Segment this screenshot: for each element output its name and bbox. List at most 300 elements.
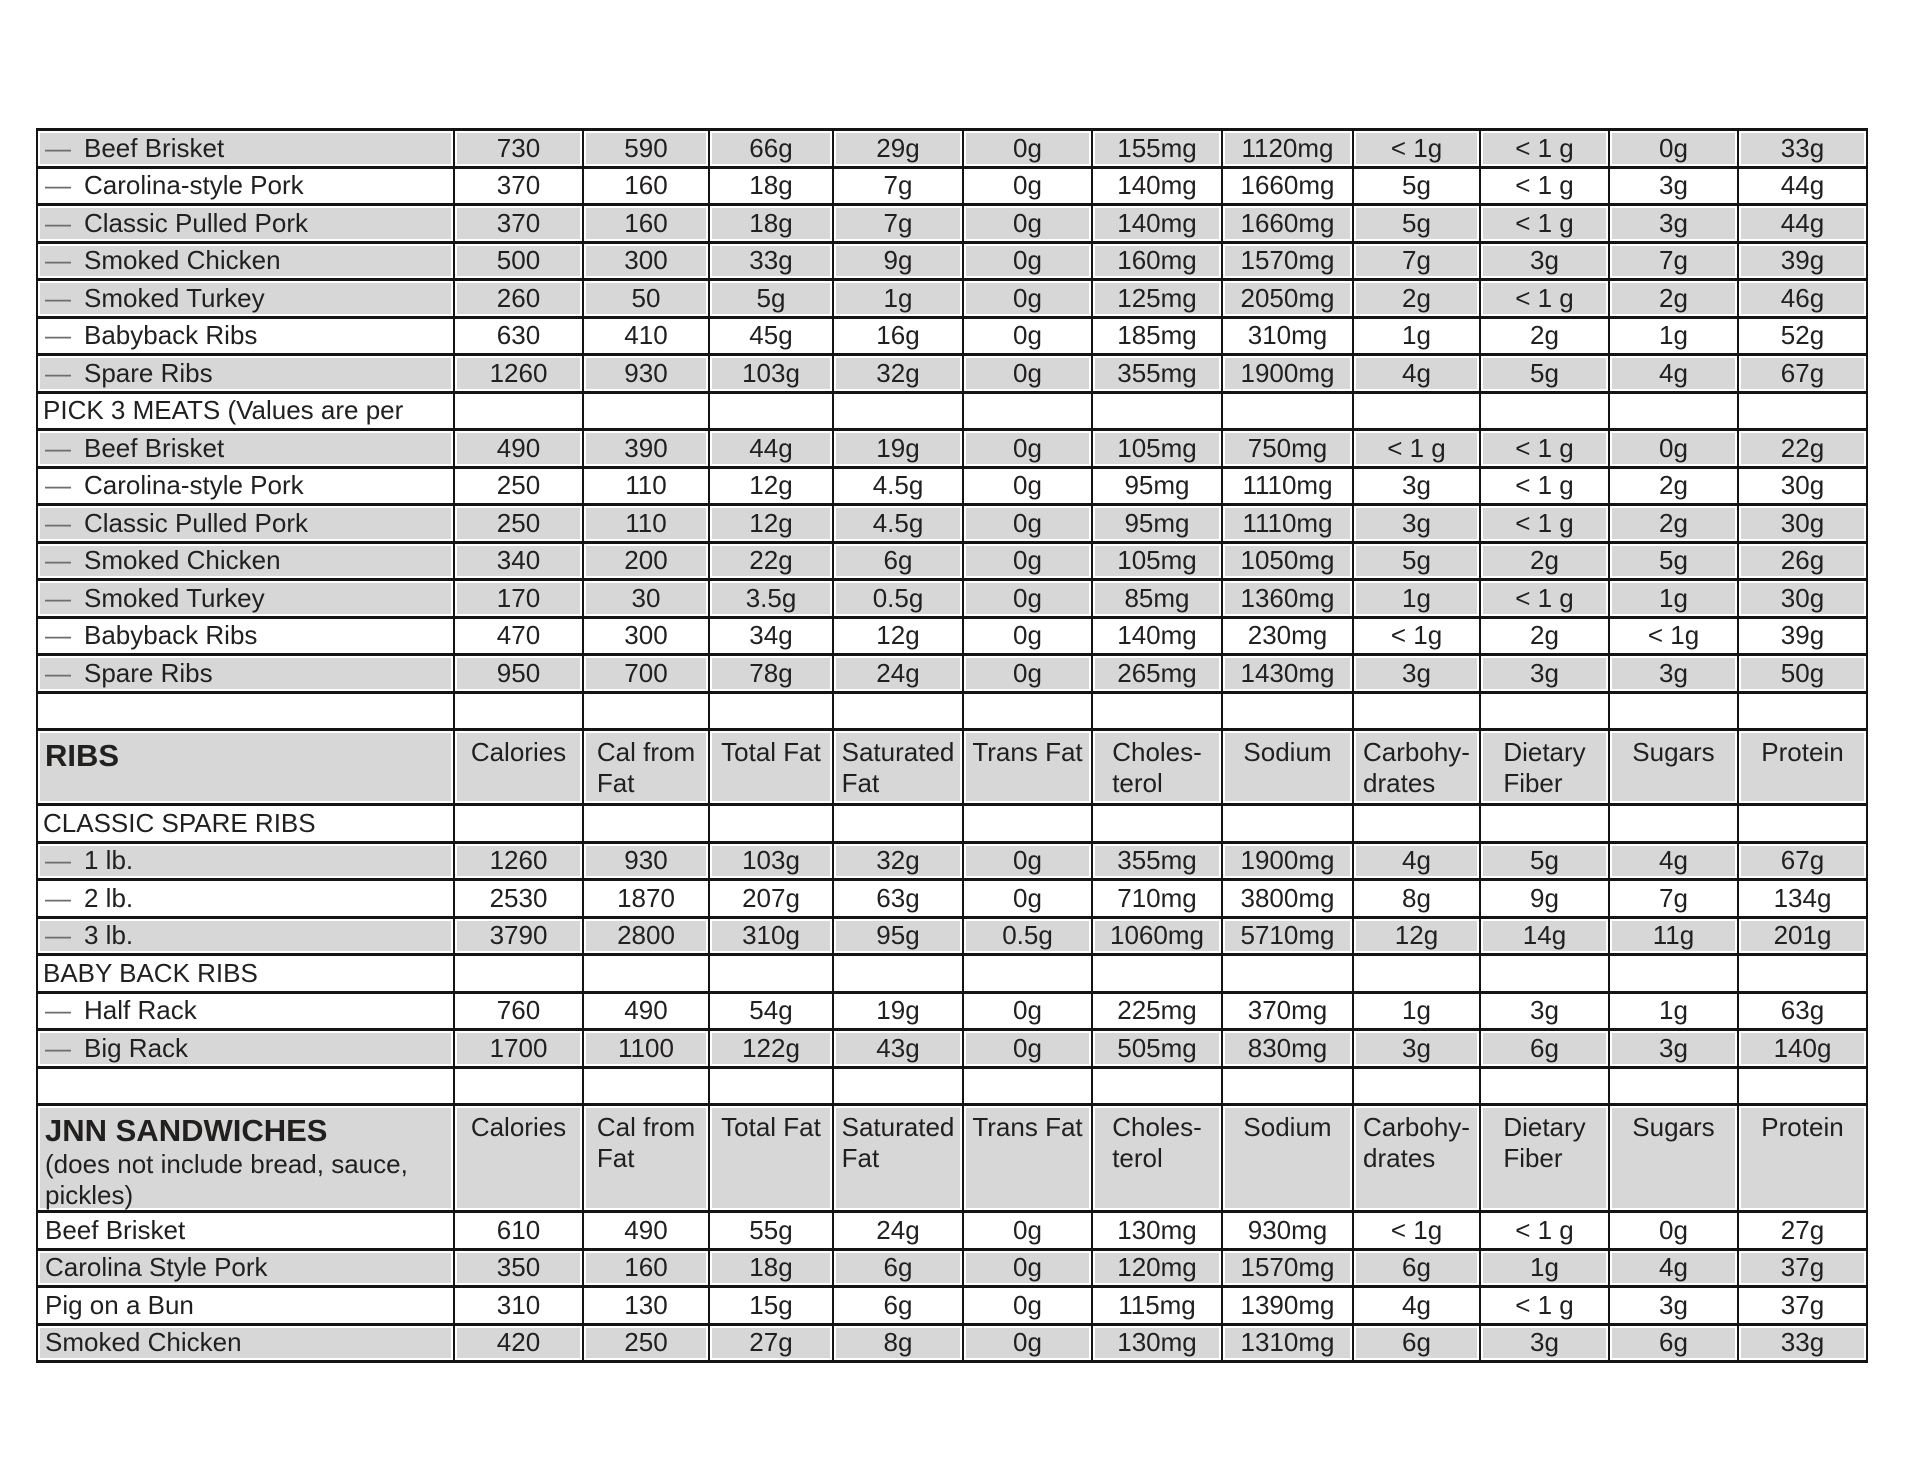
empty-cell [1738,392,1867,430]
column-header-label: Calories [470,737,567,767]
empty-cell [1222,692,1353,730]
item-name-label: Spare Ribs [84,657,213,688]
dash-prefix: — [45,920,71,951]
value-cell: 750mg [1222,430,1353,468]
value-cell: 630 [454,317,583,355]
value-cell: 12g [833,617,963,655]
value-cell: 110 [583,505,709,543]
item-name [38,508,453,539]
item-name-label: Half Rack [84,995,197,1026]
item-name-cell [37,430,454,468]
value-cell: 0g [963,242,1092,280]
value-cell: 1g [1353,580,1480,618]
value-cell: 390 [583,430,709,468]
value-cell: 18g [709,1249,833,1287]
value-cell: 0g [963,355,1092,393]
value-cell: 710mg [1092,880,1222,918]
value-cell: 22g [709,542,833,580]
item-name-label: Spare Ribs [84,357,213,388]
value-cell: 12g [709,505,833,543]
value-cell: 5g [1480,355,1609,393]
empty-cell [1738,692,1867,730]
value-cell: 730 [454,130,583,168]
value-cell: 0g [963,505,1092,543]
table-row [37,880,1867,918]
value-cell: 27g [1738,1212,1867,1250]
value-cell: 3g [1353,1030,1480,1068]
value-cell: 67g [1738,842,1867,880]
value-cell: 2g [1609,505,1738,543]
column-header-cell [709,730,833,805]
item-name-cell [37,167,454,205]
value-cell: 33g [1738,130,1867,168]
empty-cell [1092,392,1222,430]
empty-cell [1222,392,1353,430]
column-header-label: Dietary Fiber [1503,1112,1586,1173]
empty-cell [833,392,963,430]
empty-cell [833,955,963,993]
empty-cell [963,805,1092,843]
value-cell: 0g [963,542,1092,580]
dash-prefix: — [45,207,71,238]
item-name [38,958,453,989]
value-cell: 260 [454,280,583,318]
item-name-cell [37,542,454,580]
value-cell: 350 [454,1249,583,1287]
value-cell: 50 [583,280,709,318]
nutrition-table-body [37,130,1867,1362]
value-cell: 225mg [1092,992,1222,1030]
value-cell: 1g [1609,317,1738,355]
item-name [38,208,453,239]
item-name-label: Carolina-style Pork [84,470,304,501]
value-cell: 24g [833,655,963,693]
value-cell: 105mg [1092,430,1222,468]
value-cell: 3g [1609,655,1738,693]
value-cell: 4g [1609,1249,1738,1287]
empty-cell [1092,805,1222,843]
value-cell: 22g [1738,430,1867,468]
column-header-cell [583,1105,709,1212]
table-row [37,505,1867,543]
value-cell: < 1g [1353,130,1480,168]
column-header-label: Calories [470,1112,567,1142]
value-cell: 1110mg [1222,467,1353,505]
dash-prefix: — [45,320,71,351]
value-cell: 5g [1480,842,1609,880]
empty-cell [583,692,709,730]
value-cell: 0g [963,992,1092,1030]
value-cell: 207g [709,880,833,918]
item-name-label: Babyback Ribs [84,320,258,351]
value-cell: 85mg [1092,580,1222,618]
value-cell: 470 [454,617,583,655]
value-cell: < 1g [1353,1212,1480,1250]
value-cell: 4.5g [833,505,963,543]
value-cell: 32g [833,842,963,880]
value-cell: 1700 [454,1030,583,1068]
value-cell: 103g [709,355,833,393]
value-cell: 0g [1609,430,1738,468]
table-row [37,1287,1867,1325]
value-cell: 3g [1609,1287,1738,1325]
value-cell: 1g [1609,992,1738,1030]
item-name [38,433,453,464]
value-cell: 30 [583,580,709,618]
column-header-cell [1092,1105,1222,1212]
column-header-label: Trans Fat [972,1112,1083,1142]
value-cell: 160mg [1092,242,1222,280]
value-cell: 4g [1353,842,1480,880]
value-cell: 490 [454,430,583,468]
dash-prefix: — [45,845,71,876]
dash-prefix: — [45,282,71,313]
value-cell: 52g [1738,317,1867,355]
value-cell: 760 [454,992,583,1030]
table-row [37,242,1867,280]
value-cell: 830mg [1222,1030,1353,1068]
item-name [38,170,453,201]
value-cell: 122g [709,1030,833,1068]
item-name-cell [37,992,454,1030]
value-cell: 4g [1609,842,1738,880]
value-cell: 950 [454,655,583,693]
value-cell: 30g [1738,580,1867,618]
empty-cell [833,1067,963,1105]
value-cell: 33g [1738,1324,1867,1362]
empty-cell [454,805,583,843]
value-cell: 44g [1738,167,1867,205]
item-name [38,808,453,839]
column-header-cell [1222,730,1353,805]
value-cell: 1870 [583,880,709,918]
value-cell: 3g [1480,1324,1609,1362]
empty-cell [583,392,709,430]
item-name-cell [37,917,454,955]
item-name [38,995,453,1026]
item-name-cell [37,1212,454,1250]
dash-prefix: — [45,995,71,1026]
item-name-cell [37,580,454,618]
value-cell: 6g [833,542,963,580]
value-cell: 3g [1353,505,1480,543]
value-cell: 0g [963,1030,1092,1068]
value-cell: 0g [963,655,1092,693]
value-cell: 2g [1609,280,1738,318]
value-cell: 3790 [454,917,583,955]
value-cell: 6g [1609,1324,1738,1362]
dash-prefix: — [45,507,71,538]
column-header-cell [1609,1105,1738,1212]
value-cell: 930 [583,842,709,880]
value-cell: 140g [1738,1030,1867,1068]
column-header-label: Sugars [1632,737,1715,767]
value-cell: 2g [1480,542,1609,580]
table-row [37,130,1867,168]
value-cell: 0g [963,430,1092,468]
empty-cell [1353,692,1480,730]
item-name-cell [37,355,454,393]
value-cell: 26g [1738,542,1867,580]
item-name [38,133,453,164]
value-cell: 3.5g [709,580,833,618]
value-cell: 420 [454,1324,583,1362]
value-cell: 140mg [1092,205,1222,243]
value-cell: 4.5g [833,467,963,505]
empty-cell [1353,955,1480,993]
item-name-label: Beef Brisket [84,432,225,463]
subsection-title-cell [37,805,454,843]
value-cell: 355mg [1092,842,1222,880]
value-cell: 1110mg [1222,505,1353,543]
value-cell: 9g [833,242,963,280]
value-cell: 24g [833,1212,963,1250]
value-cell: 201g [1738,917,1867,955]
column-header-label: Protein [1761,1112,1844,1142]
value-cell: 63g [1738,992,1867,1030]
value-cell: 0g [963,1212,1092,1250]
empty-cell [709,805,833,843]
value-cell: 155mg [1092,130,1222,168]
value-cell: 170 [454,580,583,618]
value-cell: 1g [1353,317,1480,355]
value-cell: 160 [583,167,709,205]
empty-cell [1353,805,1480,843]
empty-cell [454,1067,583,1105]
value-cell: < 1 g [1480,1287,1609,1325]
value-cell: 1g [833,280,963,318]
empty-cell [1609,692,1738,730]
empty-cell [963,1067,1092,1105]
empty-cell [1092,955,1222,993]
item-name-label: Babyback Ribs [84,620,258,651]
empty-cell [963,692,1092,730]
item-name-label: Beef Brisket [84,132,225,163]
empty-cell [963,955,1092,993]
value-cell: 9g [1480,880,1609,918]
empty-cell [963,392,1092,430]
value-cell: 1g [1480,1249,1609,1287]
item-name-cell [37,1249,454,1287]
table-row [37,617,1867,655]
column-header-cell [1353,730,1480,805]
value-cell: 2800 [583,917,709,955]
item-name-label: BABY BACK RIBS [43,957,258,988]
value-cell: 0.5g [963,917,1092,955]
empty-cell [1738,805,1867,843]
value-cell: 590 [583,130,709,168]
column-header-label: Carbohy- drates [1363,737,1470,798]
value-cell: < 1 g [1480,280,1609,318]
item-name [38,920,453,951]
item-name-label: Smoked Turkey [84,582,265,613]
table-row [37,317,1867,355]
value-cell: 1900mg [1222,842,1353,880]
value-cell: 0g [963,617,1092,655]
value-cell: 95mg [1092,467,1222,505]
dash-prefix: — [45,170,71,201]
table-row [37,917,1867,955]
value-cell: 95mg [1092,505,1222,543]
value-cell: 250 [454,505,583,543]
item-name [38,320,453,351]
dash-prefix: — [45,432,71,463]
value-cell: 3g [1609,205,1738,243]
item-name-cell [37,1030,454,1068]
item-name [38,1290,453,1321]
empty-cell [37,1067,454,1105]
value-cell: 490 [583,992,709,1030]
value-cell: 105mg [1092,542,1222,580]
value-cell: 6g [833,1287,963,1325]
value-cell: < 1 g [1480,467,1609,505]
column-header-label: Total Fat [721,1112,821,1142]
dash-prefix: — [45,1032,71,1063]
column-header-label: Protein [1761,737,1844,767]
item-name [38,470,453,501]
value-cell: 3g [1480,655,1609,693]
column-header-cell [1609,730,1738,805]
value-cell: 500 [454,242,583,280]
value-cell: < 1 g [1480,580,1609,618]
item-name-label: 3 lb. [84,920,134,951]
value-cell: 1310mg [1222,1324,1353,1362]
value-cell: 37g [1738,1287,1867,1325]
value-cell: 6g [1353,1249,1480,1287]
value-cell: 0g [963,1249,1092,1287]
dash-prefix: — [45,882,71,913]
value-cell: 1390mg [1222,1287,1353,1325]
item-name-label: Smoked Turkey [84,282,265,313]
item-name-cell [37,242,454,280]
value-cell: 200 [583,542,709,580]
value-cell: 18g [709,205,833,243]
section-header-row [37,1105,1867,1212]
item-name-cell [37,617,454,655]
value-cell: 265mg [1092,655,1222,693]
column-header-cell [454,1105,583,1212]
column-header-label: Sodium [1243,1112,1332,1142]
value-cell: 110 [583,467,709,505]
value-cell: 43g [833,1030,963,1068]
item-name-cell [37,1324,454,1362]
value-cell: 130mg [1092,1324,1222,1362]
value-cell: 1060mg [1092,917,1222,955]
value-cell: 5g [1353,167,1480,205]
value-cell: 7g [1353,242,1480,280]
value-cell: 46g [1738,280,1867,318]
empty-cell [833,692,963,730]
item-name-cell [37,842,454,880]
column-header-cell [1353,1105,1480,1212]
item-name-cell [37,130,454,168]
value-cell: 0.5g [833,580,963,618]
value-cell: 12g [709,467,833,505]
value-cell: 300 [583,242,709,280]
empty-cell [454,692,583,730]
value-cell: 130 [583,1287,709,1325]
column-header-cell [583,730,709,805]
value-cell: 7g [833,205,963,243]
empty-cell [1609,392,1738,430]
value-cell: 1430mg [1222,655,1353,693]
item-name-cell [37,467,454,505]
value-cell: 310 [454,1287,583,1325]
value-cell: 0g [963,280,1092,318]
value-cell: 160 [583,1249,709,1287]
item-name [38,358,453,389]
column-header-label: Dietary Fiber [1503,737,1586,798]
empty-cell [454,955,583,993]
value-cell: 1g [1609,580,1738,618]
empty-cell [1353,392,1480,430]
item-name-label: Smoked Chicken [45,1327,242,1358]
value-cell: 2g [1480,617,1609,655]
value-cell: 370 [454,205,583,243]
dash-prefix: — [45,132,71,163]
column-header-cell [1480,730,1609,805]
value-cell: 37g [1738,1249,1867,1287]
value-cell: 0g [1609,1212,1738,1250]
item-name-cell [37,880,454,918]
value-cell: < 1 g [1480,130,1609,168]
value-cell: 1660mg [1222,167,1353,205]
value-cell: 0g [963,167,1092,205]
value-cell: < 1g [1609,617,1738,655]
item-name-label: Pig on a Bun [45,1289,194,1320]
value-cell: 930 [583,355,709,393]
value-cell: 300 [583,617,709,655]
value-cell: 27g [709,1324,833,1362]
item-name [38,620,453,651]
value-cell: 2g [1609,467,1738,505]
value-cell: 5g [1353,205,1480,243]
value-cell: 30g [1738,467,1867,505]
value-cell: 7g [1609,880,1738,918]
item-name [38,1327,453,1358]
value-cell: 0g [963,130,1092,168]
value-cell: 115mg [1092,1287,1222,1325]
value-cell: 0g [1609,130,1738,168]
value-cell: 19g [833,992,963,1030]
empty-cell [833,805,963,843]
subsection-header-row [37,805,1867,843]
item-name-label: CLASSIC SPARE RIBS [43,807,316,838]
section-title-cell [37,1105,454,1212]
value-cell: 3g [1609,167,1738,205]
spacer-row [37,692,1867,730]
item-name-label: PICK 3 MEATS (Values are per [43,395,404,426]
item-name-label: Beef Brisket [45,1214,186,1245]
section-header-row [37,730,1867,805]
value-cell: 95g [833,917,963,955]
value-cell: 34g [709,617,833,655]
table-row [37,355,1867,393]
empty-cell [1222,805,1353,843]
item-name [38,1215,453,1246]
value-cell: 1360mg [1222,580,1353,618]
value-cell: 15g [709,1287,833,1325]
value-cell: 0g [963,842,1092,880]
column-header-label: Choles- terol [1112,1112,1202,1173]
value-cell: 2g [1353,280,1480,318]
value-cell: 1100 [583,1030,709,1068]
subsection-title-cell [37,392,454,430]
empty-cell [1353,1067,1480,1105]
empty-cell [709,392,833,430]
item-name-cell [37,280,454,318]
value-cell: 4g [1353,355,1480,393]
